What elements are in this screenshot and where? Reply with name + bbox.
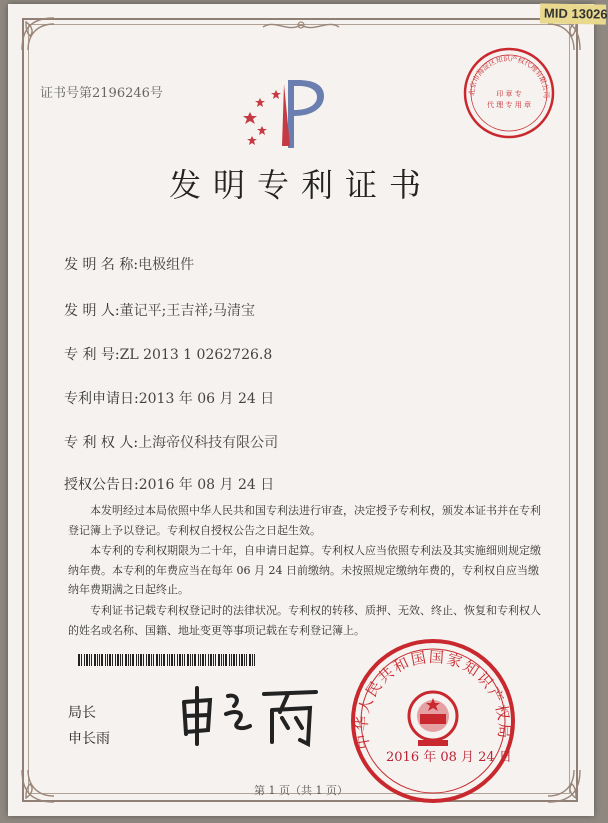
field-label: 专利申请日: bbox=[64, 391, 139, 407]
corner-ornament bbox=[18, 14, 58, 54]
cnipa-logo bbox=[240, 76, 330, 152]
certificate-sheet bbox=[8, 4, 608, 816]
page-number: 第 1 页（共 1 页） bbox=[254, 784, 348, 797]
field-label: 发 明 名 称: bbox=[64, 257, 139, 273]
paragraph-grant: 本发明经过本局依照中华人民共和国专利法进行审查，决定授予专利权，颁发本证书并在专利登记簿上予以登记。专利权自授权公告之日起生效。 bbox=[68, 504, 541, 537]
official-seal bbox=[348, 636, 518, 806]
field-value: 2013 年 06 月 24 日 bbox=[138, 391, 275, 407]
field-patentee bbox=[64, 432, 278, 452]
seal-date: 2016 年 08 月 24 日 bbox=[386, 750, 512, 765]
handwritten-note: MID 13026 bbox=[540, 3, 606, 24]
agency-stamp-ring-text: 北京市海淀区知识产权代理有限公司 bbox=[467, 54, 551, 99]
paragraph-term: 本专利的专利权期限为二十年，自申请日起算。专利权人应当依照专利法及其实施细则规定缴纳年费。本专利的年费应当在每年 06 月 24 日前缴纳。未按照规定缴纳年费的，专利权自应当缴纳年费期满之日起终止。 bbox=[68, 544, 541, 596]
agency-stamp-line: 印 章 专 bbox=[496, 90, 522, 98]
field-label: 专 利 权 人: bbox=[64, 435, 139, 451]
field-label: 专 利 号: bbox=[64, 347, 120, 363]
director-signature bbox=[176, 680, 326, 750]
field-value: ZL 2013 1 0262726.8 bbox=[119, 347, 273, 363]
field-value: 上海帝仪科技有限公司 bbox=[138, 435, 279, 451]
field-filing-date bbox=[64, 388, 274, 408]
field-value: 电极组件 bbox=[138, 257, 195, 273]
national-emblem-icon bbox=[409, 692, 457, 746]
field-inventors bbox=[64, 300, 255, 320]
agency-stamp-line: 代 理 专 用 章 bbox=[487, 101, 531, 109]
paragraph-register: 专利证书记载专利权登记时的法律状况。专利权的转移、质押、无效、终止、恢复和专利权人的姓名或名称、国籍、地址变更等事项记载在专利登记簿上。 bbox=[68, 604, 541, 637]
field-label: 发 明 人: bbox=[64, 303, 120, 319]
field-patent-number bbox=[64, 344, 272, 364]
field-value: 2016 年 08 月 24 日 bbox=[138, 477, 275, 493]
field-value: 董记平;王吉祥;马清宝 bbox=[119, 303, 256, 319]
agency-stamp bbox=[460, 44, 558, 142]
certificate-title: 发明专利证书 bbox=[168, 166, 433, 204]
seal-ring-text: 中华人民共和国国家知识产权局 bbox=[352, 647, 514, 751]
director-title: 局长 bbox=[68, 705, 96, 721]
field-grant-date bbox=[64, 474, 274, 494]
top-ornament bbox=[261, 17, 341, 35]
director-name: 申长雨 bbox=[68, 731, 110, 747]
certificate-number: 证书号第2196246号 bbox=[40, 86, 163, 101]
field-invention-name bbox=[64, 254, 194, 274]
barcode bbox=[78, 654, 258, 666]
field-label: 授权公告日: bbox=[64, 477, 139, 493]
